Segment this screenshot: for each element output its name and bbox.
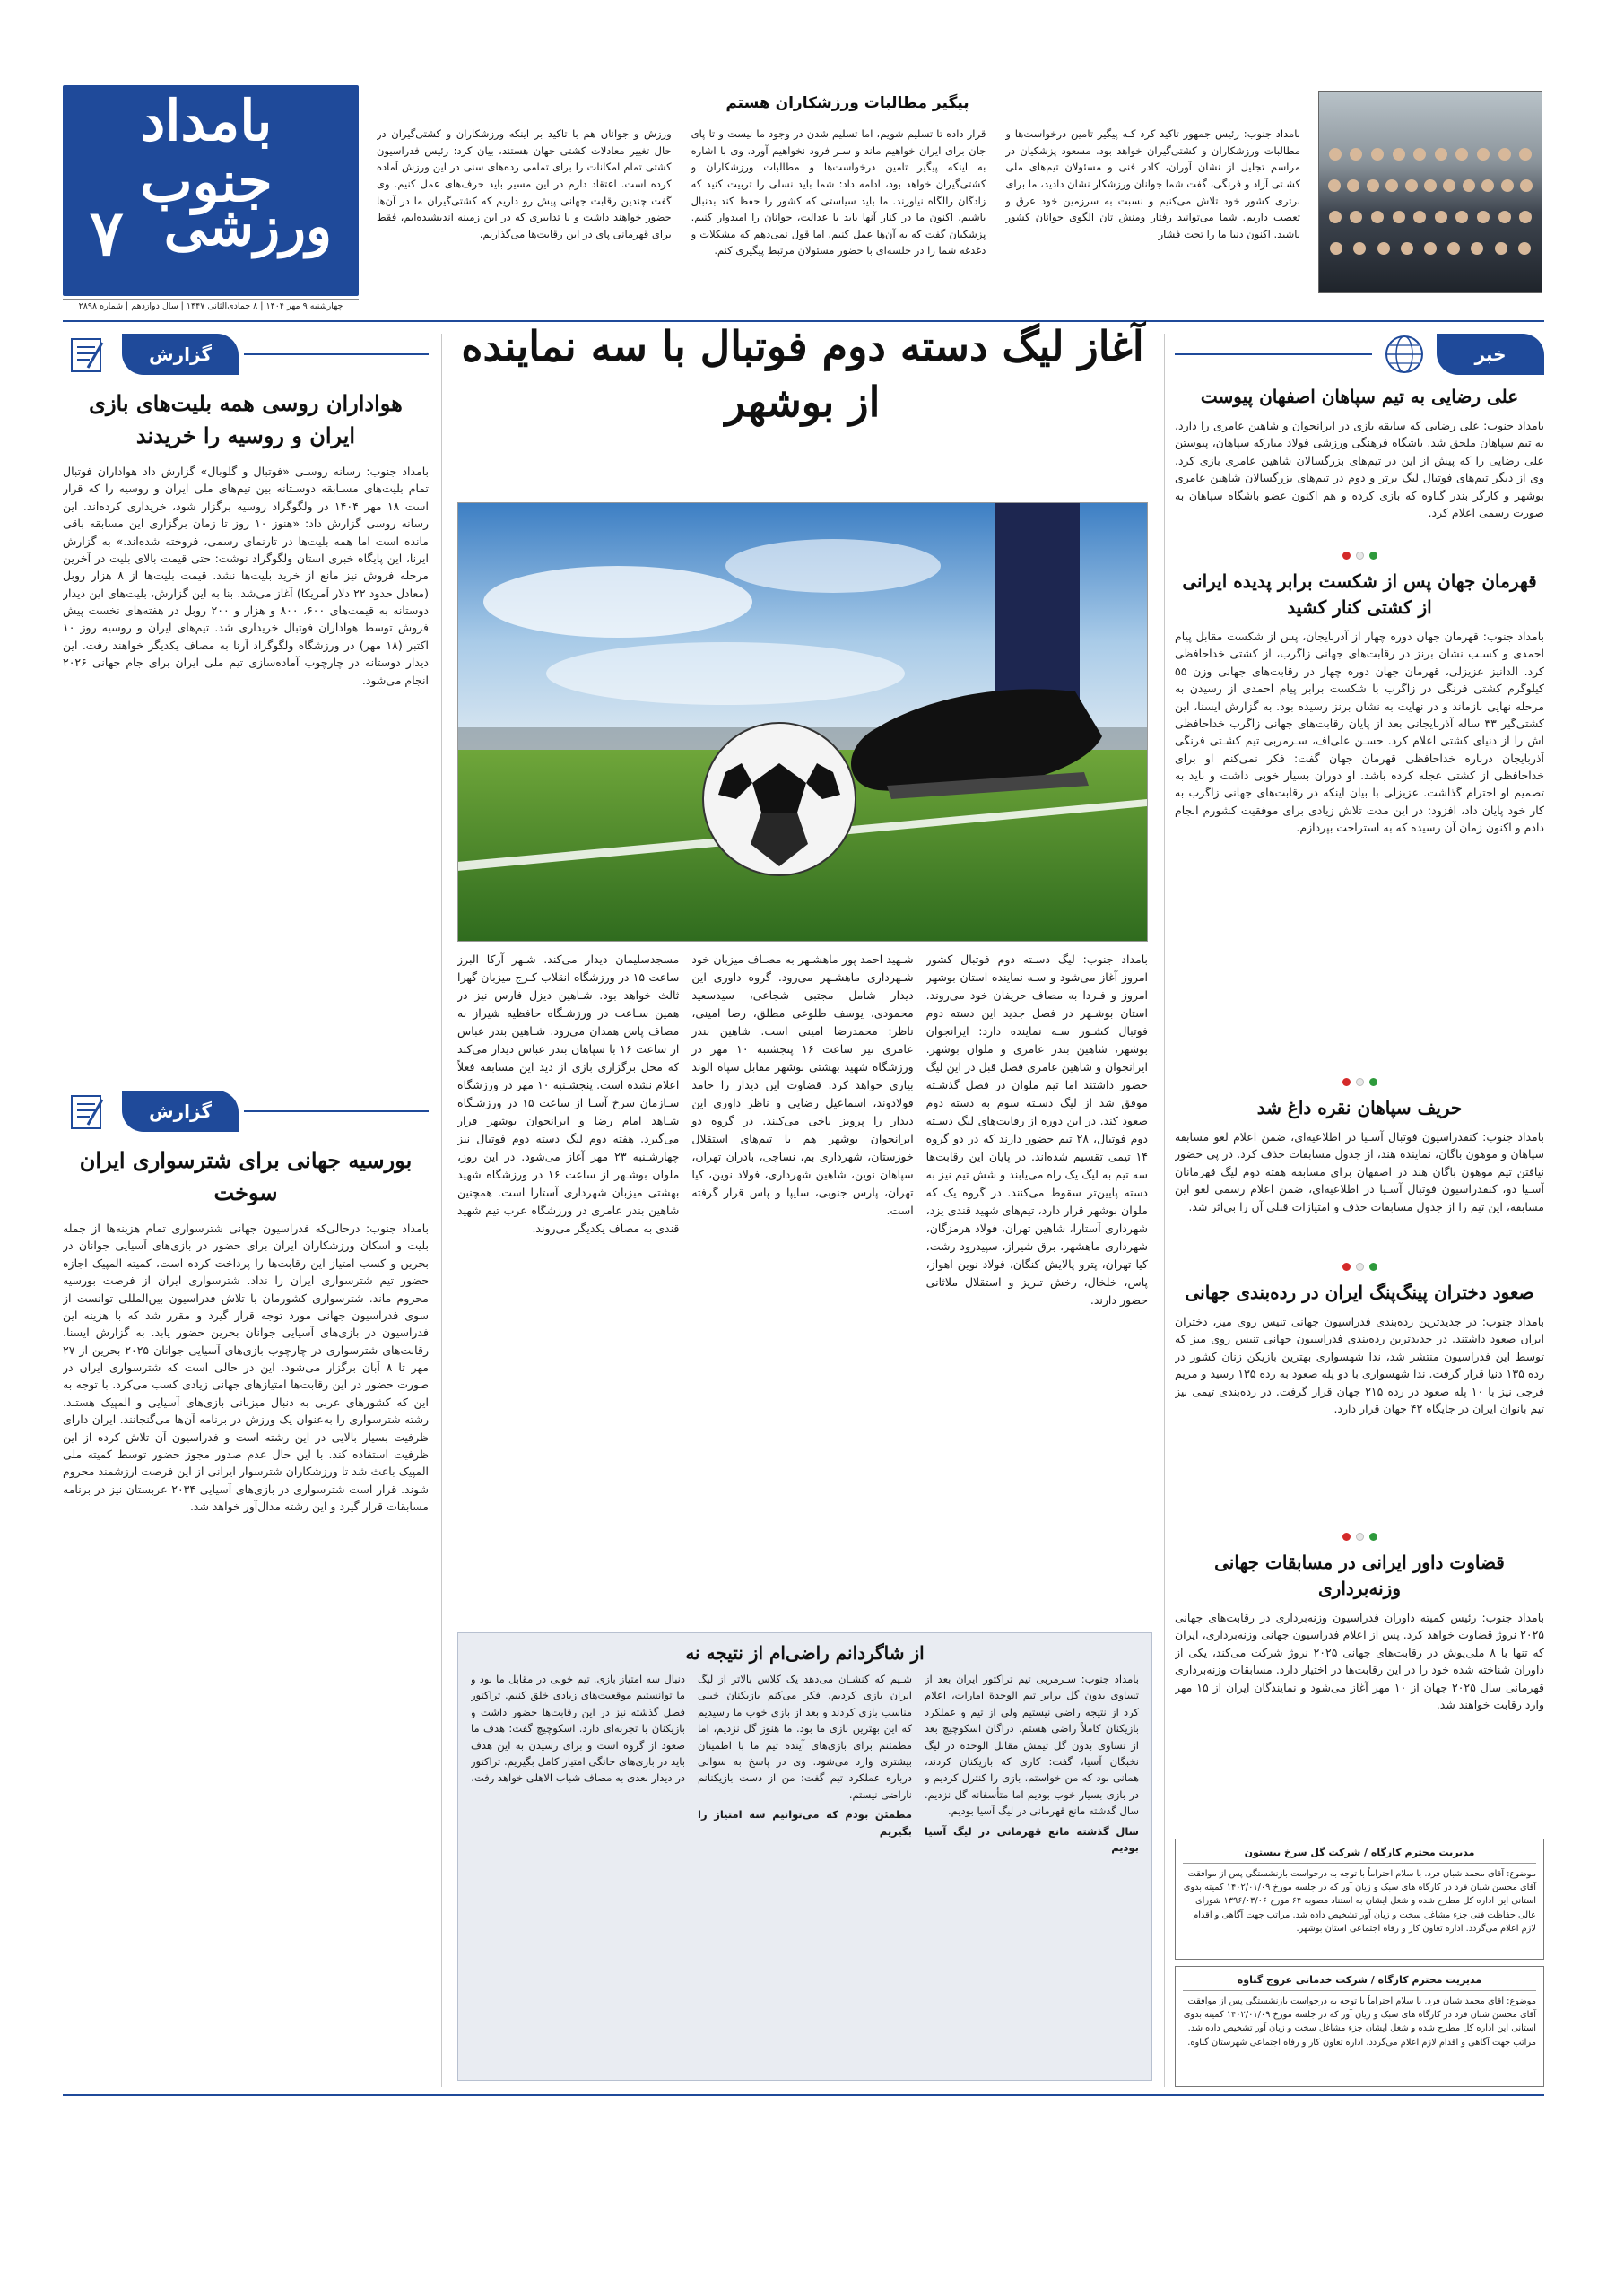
separator-dots bbox=[1175, 1533, 1544, 1541]
separator-dots bbox=[1175, 552, 1544, 560]
box-story-col bbox=[925, 1671, 1139, 2057]
report-title: بورسیه جهانی برای شترسواری ایران سوخت bbox=[79, 1147, 413, 1205]
column-divider bbox=[441, 334, 442, 2087]
legal-notice bbox=[1175, 1966, 1544, 2087]
main-story-col: مسجدسلیمان دیدار می‌کند. شـهر آرکا البرز ساعت ۱۵ در ورزشگاه انقلاب کـرج میزبان گهرا ثالث خواهد بود. شـاهین دیزل فارس نیز در همین سـاعت در ورزشـگاه حافظیه شیراز به مصاف پاس همدان می‌رود. شـاهین بندر عباس از ساعت ۱۶ با سپاهان بندر عباس دیدار می‌کند که محل برگزاری بازی از دید این مسابقه فعلاً اعلام نشده است. پنجشـنبه ۱۰ مهر در ورزشگاه سـازمان سرخ آسـا از ساعت ۱۵ در ورزشـگاه شـاهد امام رضا و ایرانجوان بوشهر قرار می‌گیرد. هفته دوم لیگ دسته دوم فوتبال نیز چهارشـنبه ۲۳ مهر آغاز می‌شود. در این روز، ملوان بوشـهر از ساعت ۱۶ در ورزشگاه شهید بهشتی میزبان شهرداری آستارا است. همچنین شاهین بندر عامری در ورزشگاه عرب تیم شهید قندی به مصاف یکدیگر می‌روند. bbox=[457, 952, 680, 1235]
report-title: هواداران روسی همه بلیت‌های بازی ایران و روسیه را خریدند bbox=[89, 390, 403, 448]
box-story-text: دنبال سه امتیاز بازی. تیم خوبی در مقابل ما بود و ما توانستیم موقعیت‌های زیادی خلق کنیم. تراکتور فصل گذشته نیز در این رقابت‌ها حضور داشت و بازیکنان با تجربه‌ای دارد. اسکوچیچ گفت: هدف ما صعود از گروه است و برای رسیدن به این هدف باید در بازی‌های خانگی امتیاز کامل بگیریم. تراکتور در دیدار بعدی به مصاف شباب الاهلی خواهد رفت. bbox=[471, 1673, 685, 1785]
news-column bbox=[1175, 334, 1544, 2087]
box-subhead: سال گذشته مانع قهرمانی در لیگ آسیا بودیم bbox=[925, 1824, 1139, 1854]
section-title: ورزشی bbox=[163, 196, 332, 258]
page-number: ۷ bbox=[90, 196, 124, 270]
main-story-body bbox=[457, 951, 1148, 1614]
top-story-col: قرار داده تا تسلیم شویم، اما تسلیم شدن در وجود ما نیست و تا پای جان برای ایران خواهیم ماند و سـر فرود نخواهیم آورد. وی با اشاره به اینکه پیگیر تامین درخواست‌ها و مطالبات ورزشکاران و کشتی‌گیران خواهد بود، ادامه داد: شما باید نسلی را تربیت کنید که زادگان رالگاه نیاورند. ما باید سیاستی که کشور را حفظ کند بدنبال باشیم. اکنون ما در کنار آنها باید با عدالت، جوانان را امیدوار کنیم. پزشکیان گفت که به آن‌ها عمل کنیم. اما قول نمی‌دهم که مشکلات و دغدغه شما را در جلسه‌ای با حضور مسئولان مرتبط پیگیری کنم. bbox=[691, 127, 986, 257]
legal-notice-title: مدیریت محترم کارگاه / شرکت خدماتی عروج گناوه bbox=[1183, 1972, 1536, 1991]
separator-dots bbox=[1175, 1263, 1544, 1271]
news-title: حریف سپاهان نقره داغ شد bbox=[1256, 1097, 1463, 1118]
box-story-title: از شاگردانم راضی‌ام از نتیجه نه bbox=[685, 1642, 925, 1664]
report-body: بامداد جنوب: رسانه روسـی «فوتبال و گلوبال» گزارش داد هواداران فوتبال تمام بلیت‌های مسـابقه دوسـتانه بین تیم‌های ملی ایران و روسیه را که قرار است ۱۸ مهر ۱۴۰۴ در ولگوگراد روسیه برگزار شود، خریداری کرده‌اند. این رسانه روسی گزارش داد: «هنوز ۱۰ روز تا زمان برگزاری این مسابقه باقی مانده است اما همه بلیت‌ها در تارنمای رسمی، فروخته شده‌اند.» به گزارش ایرنا، این پایگاه خبری استان ولگوگراد نوشت: حتی قیمت بالای بلیت در آخرین مرحله فروش نیز مانع از خرید بلیت‌ها نشد. قیمت بلیت‌ها از ۸ هزار روبل (معادل حدود ۲۲ دلار آمریکا) آغاز می‌شد. بنا به این گزارش، بلیت‌های این دیدار دوستانه به قیمت‌های ۶۰۰، ۸۰۰ و هزار و ۲۰۰ روبل در هفته‌های نخست پیش فروش توسط هواداران فوتبال خریداری شد. تیم‌های ایران و روسیه روز ۱۰ اکتبر (۱۸ مهر) در ورزشگاه ولگوگراد آرنا به مصاف یکدیگر خواهند رفت. این دیدار دوستانه در چارچوب آماده‌سازی تیم ملی ایران برای جام جهانی ۲۰۲۶ انجام می‌شود. bbox=[63, 465, 429, 687]
top-story-body bbox=[377, 126, 1300, 309]
main-story-col: بامداد جنوب: لیگ دسـته دوم فوتبال کشور امروز آغاز می‌شود و سـه نماینده استان بوشهر امروز و فـردا به مصاف حریفان خود می‌روند. استان بوشـهر در فصل جدید این دسته دوم فوتبال کشـور سـه نماینده دارد: ایرانجوان بوشهر، شاهین بندر عامری و ملوان بوشهر. ایرانجوان و شاهین عامری فصل قبل در این لیگ حضور داشتند اما تیم ملوان در فصل گذشـته موفق شد از لیگ دسـته سوم به دسته دوم صعود کند. در این دوره از رقابت‌های لیگ دسـته دوم فوتبال، ۲۸ تیم حضور دارند که در دو گروه ۱۴ تیمی تقسیم شده‌اند. در پایان این رقابت‌ها سه تیم به لیگ یک راه می‌یابند و شش تیم نیز به دسته پایین‌تر سقوط می‌کنند. در گروه یک که ملوان بوشهر قرار دارد، تیم‌های شهید قندی یزد، شهرداری آستارا، شاهین تهران، فولاد هرمزگان، شهرداری ماهشهر، برق شیراز، سپیدرود رشت، کیا تهران، پترو پالایش کنگان، فولاد نوین اهواز، پاس، خلخال، رخش تبریز و استقلال ملاثانی حضور دارند. bbox=[925, 952, 1148, 1307]
main-story-col: شـهید احمد پور ماهشـهر به مصـاف میزبان خود شـهرداری ماهشـهر می‌رود. گروه داوری این دیدار شامل مجتبی شجاعی، سیدسعید محمودی، یوسف طلوعی مطلق، رضا امینی، ناظر: محمدرضا امینی است. شاهین بندر عامری نیز ساعت ۱۶ پنجشنبه ۱۰ مهر در ورزشگاه شهید بهشتی بوشهر مقابل سپاه الوند بیاری خواهد کرد. قضاوت این دیدار را حامد فولادوند، اسماعیل رضایی و ناظر داوری این دیدار را پرویز باخی می‌کنند. در گروه دو ایرانجوان بوشهر هم با تیم‌های استقلال خوزستان، شهرداری بم، نساجی، بادران تهران، سپاهان نوین، شاهین شهرداری، فولاد نوین، کیا تهران، پارس جنوبی، سایپا و پاس قرار گرفته است. bbox=[691, 952, 914, 1217]
box-story-col bbox=[698, 1671, 912, 2057]
box-story-col bbox=[471, 1671, 685, 2057]
separator-dots bbox=[1175, 1078, 1544, 1086]
box-story-body bbox=[471, 1671, 1139, 2057]
top-story-col: ورزش و جوانان هم با تاکید بر اینکه ورزشکاران و کشتی‌گیران در حال تغییر معادلات کشتی جهان هستند، بیان کرد: رئیس فدراسیون کشتی تمام امکانات را برای تمامی رده‌های سنی در این ورزش آماده کرده است. اعتقاد دارم در این مسیر باید حرف‌های عمل کنیم. وی گفت چندین رقابت جهانی پیش رو داریم که کشتی‌گیران ما در آن‌ها حضور خواهند داشت و با تدابیری که در این زمینه اندیشیده‌ایم، فقط برای قهرمانی پای در این رقابت‌ها می‌گذاریم. bbox=[376, 127, 672, 240]
news-title: قهرمان جهان پس از شکست برابر پدیده ایرانی از کشتی کنار کشید bbox=[1182, 570, 1537, 618]
report-section-header bbox=[63, 1091, 429, 1132]
document-pen-icon bbox=[63, 334, 117, 375]
news-body: بامداد جنوب: رئیس کمیته داوران فدراسیون وزنه‌برداری در رقابت‌های جهانی ۲۰۲۵ نروژ قضاوت خواهد کرد. پس از اعلام فدراسیون جهانی وزنه‌برداری، ایران که تنها با ۸ ملی‌پوش در رقابت‌های جهانی ۲۰۲۵ نروژ شرکت می‌کند، یکی از داوران شناخته شده خود را در این رقابت‌ها در اختیار دارد. مسابقات وزنه‌برداری قهرمانی سال ۲۰۲۵ جهان از ۱۰ مهر آغاز می‌شود و نمایندگان ایران از ۱۵ مهر وارد رقابت خواهند شد. bbox=[1175, 1611, 1544, 1711]
report-body: بامداد جنوب: درحالی‌که فدراسیون جهانی شترسواری تمام هزینه‌ها از جمله بلیت و اسکان ورزشکاران ایران برای حضور در بازی‌های آسیایی جوانان در بحرین و کسب امتیاز این رقابت‌ها را پرداخت کرده است، کمیته المپیک اجازه حضور تیم شترسواری ایران را نداد. شترسواری ایران از فرصت بورسیه محروم ماند. شترسواری کشورمان با تلاش فدراسیون بین‌المللی توانست از سوی فدراسیون جهانی مورد توجه قرار گیرد و مقرر شد که با هزینه این فدراسیون در بازی‌های آسیایی جوانان بحرین حضور یابد. به گزارش ایسنا، رقابت‌های شترسواری در چارچوب بازی‌های آسیایی جوانان ۲۰۲۵ بحرین از ۲۷ مهر تا ۸ آبان برگزار می‌شود. این در حالی است که شترسواری ایران در صورت حضور در این رقابت‌ها امتیازهای جهانی زیادی کسب می‌کرد. با توجه به این که کشورهای عربی به دنبال میزبانی بازی‌های آسیایی و المپیک هستند، رشته شترسواری را به‌عنوان یک ورزش در برنامه آن‌ها می‌گنجانند. ایران دارای ظرفیت بسیار بالایی در این رشته است و فدراسیون آن تلاش کرده از این ظرفیت استفاده کند. با این حال عدم صدور مجوز حضور توسط کمیته ملی المپیک باعث شد تا ورزشکاران شترسوار ایرانی از این فرصت ارزشمند محروم شوند. قرار است شترسواری در بازی‌های آسیایی ۲۰۳۴ عربستان نیز در برنامه مسابقات قرار گیرد و این رشته مدال‌آور خواهد شد. bbox=[63, 1222, 429, 1513]
top-story-col: بامداد جنوب: رئیس جمهور تاکید کرد کـه پیگیر تامین درخواست‌ها و مطالبات ورزشکاران و کشتی‌گیران خواهد بود. مسعود پزشکیان در مراسم تجلیل از نشان آوران، کادر فنی و مسئولان تیم‌های ملی کشـتی آزاد و فرنگی، گفت شما جوانان ورزشکار نشان دادید، ما برای برتری کشور خود تلاش می‌کنیم و نسبت به سرزمین خود عرق و تعصب داریم. شما می‌توانید رفتار ومنش تان الگوی جوانان کشور باشید. اکنون دنیا ما را تحت فشار bbox=[1005, 127, 1300, 240]
news-section-header bbox=[1175, 334, 1544, 375]
box-story-text: بامداد جنوب: سـرمربی تیم تراکتور ایران بعد از تساوی بدون گل برابر تیم الوحدة امارات، اعلام کرد از نتیجه راضی نیستیم ولی از تیم و عملکرد بازیکنان کاملاً راضی هستم. دراگان اسکوچیچ بعد از تساوی بدون گل تیمش مقابل الوحده در لیگ نخبگان آسیا، گفت: کاری که بازیکنان کردند، همانی بود که من خواستم. بازی را کنترل کردیم و در بازی بسیار خوب بودیم اما متأسفانه گل نزدیم. سال گذشته مانع قهرمانی در لیگ آسیا بودیم. bbox=[925, 1673, 1139, 1818]
football-photo bbox=[457, 502, 1148, 942]
news-body: بامداد جنوب: در جدیدترین رده‌بندی فدراسیون جهانی تنیس روی میز، دختران ایران صعود داشتند. در جدیدترین رده‌بندی فدراسیون جهانی تنیس روی میز که توسط این فدراسیون منتشر شد، ندا شهسواری بهترین بازیکن زنان کشور در رده ۱۳۵ دنیا قرار گرفت. ندا شهسواری با دو پله صعود به رده ۱۳۵ رسید و مریم فرجی نیز با ۱۰ پله صعود در رده ۲۱۵ جهان قرار گرفت. در رده‌بندی تیمی نیز تیم بانوان ایران در جایگاه ۴۲ جهان قرار دارد. bbox=[1175, 1315, 1544, 1415]
tractor-story-box bbox=[457, 1632, 1152, 2081]
news-body: بامداد جنوب: قهرمان جهان دوره چهار از آذربایجان، پس از شکست مقابل پیام احمدی و کسـب نشان برنز در رقابت‌های جهانی زاگرب، از کشتی خداحافظی کرد. الدانیز عزیزلی، قهرمان جهان دوره چهار در رقابت‌های جهانی وزن ۵۵ کیلوگرم کشتی فرنگی در زاگرب با شکست برابر پیام احمدی از رسیدن به مرحله نهایی بازماند و در نهایت به نشان برنز رسیده بود. به گزارش ایسنا، این کشتی‌گیر ۳۳ ساله آذربایجانی بعد از پایان رقابت‌های جهانی زاگرب خداحافظی اش را از دنیای کشتی اعلام کرد. حسـن علی‌اف، سـرمربی تیم کشـتی فرنگی آذربایجان درباره خداحافظی قهرمان جهان گفت: فکر نمی‌کنم او برای خداحافظی از کشتی عجله کرده باشد. او دوران بسیار خوبی داشت و باید به تصمیم او احترام گذاشت. عزیزلی با بیان اینکه در رقابت‌های جهانی زاگرب به کار خود پایان داد، افزود: در این مدت تلاش زیادی برای موفقیت کشورم انجام دادم و اکنون زمان آن رسیده که به استراحت بپردازم. bbox=[1175, 630, 1544, 835]
news-body: بامداد جنوب: علی رضایی که سابقه بازی در ایرانجوان و شاهین عامری را دارد، به تیم سپاهان ملحق شد. باشگاه فرهنگی ورزشی فولاد مبارکه سپاهان، پیوستن علی رضایی را که پیش از این در تیم‌های بزرگسالان شاهین عامری بازی کرد. وی از دیگر تیم‌های فوتبال لیگ برتر و دوم در تیم‌های بزرگسالان شاهین عامری بوشهر و کارگر بندر گناوه که بازی کرده و هم اکنون عضو باشگاه سپاهان به صورت رسمی اعلام کرد. bbox=[1175, 419, 1544, 519]
top-story-title: پیگیر مطالبات ورزشکاران هستم bbox=[725, 94, 969, 112]
legal-notice-title: مدیریت محترم کارگاه / شرکت گل سرخ بیستون bbox=[1183, 1845, 1536, 1864]
news-body: بامداد جنوب: کنفدراسیون فوتبال آسـیا در اطلاعیه‌ای، ضمن اعلام لغو مسابقه سپاهان و موهون باگان، نماینده هند، از جدول مسابقات حذف کرد. در پی حضور نیافتن تیم موهون باگان هند در اصفهان برای مسابقه هفته دوم لیگ قهرمانان آسـیا دو، کنفدراسیون فوتبال آسـیا در اطلاعیه‌ای، ضمن اعلام رسمی لغو این مسابقه، این تیم را از جدول مسابقات حذف و امتیازات قبلی آن را بی‌اثر شد. bbox=[1175, 1130, 1544, 1213]
report-section-badge: گزارش bbox=[122, 334, 239, 375]
news-title: صعود دختران پینگ‌پنگ ایران در رده‌بندی جهانی bbox=[1185, 1282, 1534, 1303]
news-section-badge: خبر bbox=[1437, 334, 1544, 375]
masthead bbox=[63, 85, 359, 296]
news-title: علی رضایی به تیم سپاهان اصفهان پیوست bbox=[1200, 386, 1519, 407]
globe-icon bbox=[1377, 334, 1431, 375]
legal-notice bbox=[1175, 1839, 1544, 1960]
box-story-text: شـیم که کنشـان می‌دهد یک کلاس بالاتر از لیگ ایران بازی کردیم. فکر می‌کنم بازیکنان خیلی مناسب بازی کردند و بعد از بازی خوب ما رسیدیم که این بهترین بازی ما بود. ما هنوز گل نزدیم، اما مطمئنم برای بازی‌های آینده تیم ما با اطمینان بیشتری وارد می‌شود. وی در پاسخ به سوالی درباره عملکرد تیم گفت: من از دست بازیکنانم ناراضی نیستم. bbox=[698, 1673, 912, 1801]
column-divider bbox=[1164, 334, 1165, 2087]
box-subhead: مطمئن بودم که می‌توانیم سه امتیاز را بگیریم bbox=[698, 1808, 912, 1838]
newspaper-title: بامداد جنوب bbox=[140, 88, 273, 215]
legal-notice-body: موضوع: آقای محمد شبان فرد. با سلام احتراماً با توجه به درخواست بازنشستگی پس از موافقت آقای محسن شبان فرد در کارگاه های سبک و زیان آور که در جلسه مورخ ۱۴۰۲/۰۱/۰۹ کمیته بدوی استانی این اداره کل مطرح شده و شغل ایشان به استناد مصوبه ۶۴ مورخ ۱۳۹۶/۰۳/۰۶ شورای عالی حفاظت فنی جزء مشاغل سخت و زیان آور تشخیص داده شد. مراتب جهت آگاهی و اقدام لازم اعلام می‌گردد. اداره تعاون کار و رفاه اجتماعی استان بوشهر. bbox=[1183, 1869, 1536, 1934]
issue-meta: چهارشنبه ۹ مهر ۱۴۰۴ | ۸ جمادی‌الثانی ۱۴۴۷ | سال دوازدهم | شماره ۲۸۹۸ bbox=[63, 299, 359, 317]
news-title: قضاوت داور ایرانی در مسابقات جهانی وزنه‌برداری bbox=[1214, 1552, 1505, 1599]
document-pen-icon bbox=[63, 1091, 117, 1132]
report-section-badge: گزارش bbox=[122, 1091, 239, 1132]
report-section-header bbox=[63, 334, 429, 375]
legal-notice-body: موضوع: آقای محمد شبان فرد. با سلام احتراماً با توجه به درخواست بازنشستگی پس از موافقت آقای محسن شبان فرد در کارگاه های سبک و زیان آور که در جلسه مورخ ۱۴۰۲/۰۱/۰۹ کمیته بدوی استانی این اداره کل مطرح شده و شغل ایشان جزء مشاغل سخت و زیان آور تشخیص داده شد. مراتب جهت آگاهی و اقدام لازم اعلام می‌گردد. اداره تعاون کار و رفاه اجتماعی شهرستان گناوه. bbox=[1183, 1996, 1536, 2048]
footer-rule bbox=[63, 2094, 1544, 2096]
main-headline: آغاز لیگ دسته دوم فوتبال با سه نماینده از بوشهر bbox=[461, 322, 1144, 427]
report-column bbox=[63, 334, 429, 2087]
team-photo bbox=[1318, 91, 1542, 293]
